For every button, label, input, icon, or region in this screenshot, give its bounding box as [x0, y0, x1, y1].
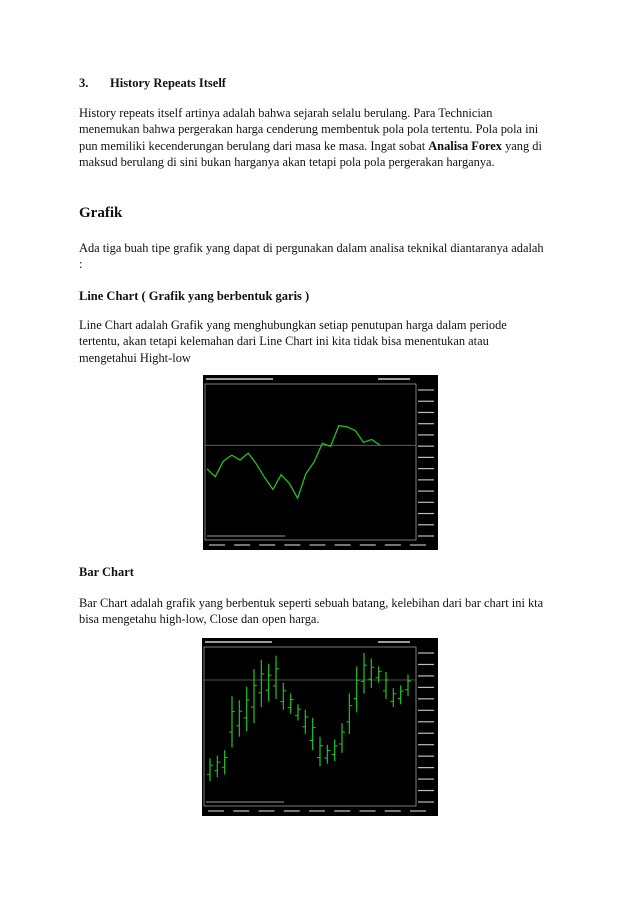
bar-chart-svg: [202, 638, 438, 816]
paragraph-line: :: [79, 257, 83, 272]
line-chart-heading: Line Chart ( Grafik yang berbentuk garis ): [79, 289, 310, 303]
paragraph-line: menemukan bahwa pergerakan harga cenderung membentuk pola pola tertentu. Pola pola ini: [79, 122, 539, 137]
bar-chart-paragraph: [79, 595, 561, 628]
paragraph-line: bisa mengetahu high-low, Close dan open harga.: [79, 612, 320, 627]
section-title: History Repeats Itself: [110, 76, 226, 90]
paragraph-line: maksud berulang di sini bukan harganya akan tetapi pola pola pergerakan harganya.: [79, 154, 495, 169]
bar-chart-heading: Bar Chart: [79, 565, 134, 579]
price-line: [207, 426, 380, 499]
section3-paragraph: [79, 105, 561, 170]
paragraph-line: mengetahui Hight-low: [79, 350, 191, 365]
paragraph-line: Ada tiga buah tipe grafik yang dapat di pergunakan dalam analisa teknikal diantaranya adalah: [79, 241, 544, 255]
section-number: 3.: [79, 76, 89, 90]
line-text: pun memiliki kecenderungan berulang dari masa ke masa. Ingat sobat: [79, 138, 429, 153]
plot-frame: [205, 384, 416, 540]
line-text: yang di: [502, 138, 542, 153]
paragraph-line: Bar Chart adalah grafik yang berbentuk seperti sebuah batang, kelebihan dari bar chart ini kta: [79, 596, 544, 610]
line-chart-image: [203, 375, 438, 550]
paragraph-line: [79, 138, 561, 154]
grafik-heading: Grafik: [79, 205, 123, 221]
plot-frame: [204, 647, 416, 806]
paragraph-line: History repeats itself artinya adalah bahwa sejarah selalu berulang. Para Technician: [79, 106, 493, 120]
line-chart-paragraph: [79, 317, 561, 366]
line-chart-svg: [203, 375, 438, 550]
bold-term: Analisa Forex: [428, 138, 503, 153]
paragraph-line: tertentu, akan tetapi kelemahan dari Line Chart ini kita tidak bisa menentukan atau: [79, 334, 489, 349]
bar-chart-image: [202, 638, 438, 816]
paragraph-line: Line Chart adalah Grafik yang menghubungkan setiap penutupan harga dalam periode: [79, 318, 507, 332]
grafik-intro: [79, 240, 561, 273]
